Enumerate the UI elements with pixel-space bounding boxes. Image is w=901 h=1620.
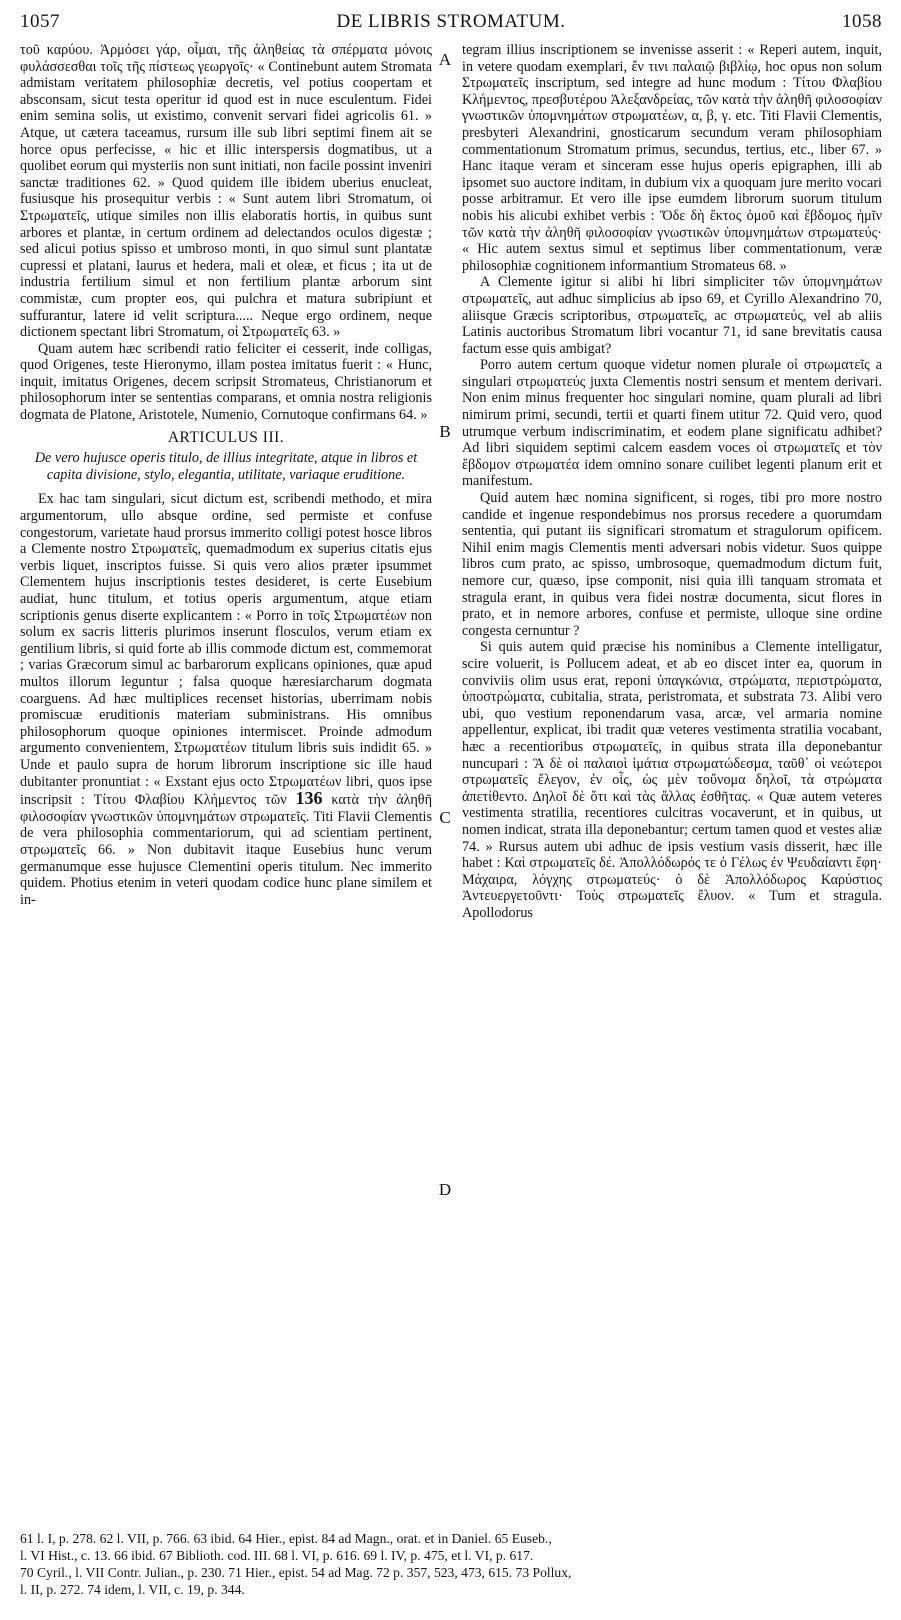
footnote-line: l. II, p. 272. 74 idem, l. VII, c. 19, p. 344. bbox=[20, 1582, 245, 1597]
left-column bbox=[20, 42, 432, 908]
footnotes bbox=[20, 1530, 882, 1598]
footnote-line: 70 Cyril., l. VII Contr. Julian., p. 230. 71 Hier., epist. 54 ad Mag. 72 p. 357, 523, 473, 615. 73 Pollux, bbox=[20, 1565, 572, 1580]
left-paragraph-1: τοῦ καρύου. Ἁρμόσει γάρ, οἶμαι, τῆς ἀληθείας τὰ σπέρματα μόνοις φυλάσσεσθαι τοῖς τῆς πίστεως γεωργοῖς· « Continebunt autem Stromata admistam veritatem philosophiæ decretis, vel potius coopertam et absconsam, sicut testa operitur id quod est in nuce esculentum. Fidei enim semina solis, ut existimo, convenit servari fidei agricolis 61. » Atque, ut cætera taceamus, rursum ille sub libri septimi finem ait se horce opus perfecisse, « hic et illic interspersis dogmatibus, ut a quolibet eorum qui mysteriis non sunt initiati, non facile possint inveniri sanctæ traditiones 62. » Quod quidem ille ibidem uberius enucleat, fusiusque his prosequitur verbis : « Sunt autem libri Stromatum, οἱ Στρωματεῖς, utique similes non illis elaboratis hortis, in quibus sunt arbores et plantæ, in certum ordinem ad delectandos oculos digestæ ; sed alicui potius spisso et umbroso monti, in quo simul sunt plantatæ cupressi et platani, laurus et hedera, mali et oleæ, et ficus ; ita ut de industria fertilium simul et non fertilium plantæ arborum sint commistæ, cum propter eos, qui pulchra et matura subripiunt et suffurantur, latere id velit scriptura..... Neque ergo ordinem, neque dictionem spectant libri Stromatum, οἱ Στρωματεῖς 63. » bbox=[20, 42, 432, 341]
article-heading: ARTICULUS III. bbox=[167, 428, 285, 446]
running-header bbox=[20, 8, 882, 36]
left-page-number: 1057 bbox=[20, 11, 60, 32]
article-subtitle: De vero hujusce operis titulo, de illius integritate, atque in libros et capita divisione, stylo, elegantia, utilitate, variaque eruditione. bbox=[34, 450, 418, 483]
footnote-line: l. VI Hist., c. 13. 66 ibid. 67 Biblioth. cod. III. 68 l. VI, p. 616. 69 l. IV, p. 475, et l. VI, p. 617. bbox=[20, 1548, 534, 1563]
margin-letter-b: B bbox=[439, 422, 451, 441]
right-paragraph-1: tegram illius inscriptionem se invenisse asserit : « Reperi autem, inquit, in vetere quodam exemplari, ἔν τινι παλαιῷ βιβλίῳ, hoc opus non solum Στρωματεῖς inscriptum, sed integre ad hunc modum : Τίτου Φλαβίου Κλήμεντος, πρεσβυτέρου Ἀλεξανδρείας, τῶν κατὰ τὴν ἀληθῆ φιλοσοφίαν γνωστικῶν ὑπομνημάτων στρωματέων, α, β, γ. etc. Titi Flavii Clementis, presbyteri Alexandrini, gnosticarum secundum veram philosophiam commentationum Stromatum primus, secundus, tertius, etc., liber 67. » Hanc itaque veram et sinceram esse hujus operis epigraphen, illi ab ipsomet suo auctore inditam, in dubium vix a quoquam jure merito vocari posse arbitramur. Et vero ille ipse eumdem librorum suorum titulum nobis his alicubi exhibet verbis : Ὅδε δὴ ἕκτος ὁμοῦ καὶ ἕβδομος ἡμῖν τῶν κατὰ τὴν ἀληθῆ φιλοσοφίαν γνωστικῶν ὑπομνημάτων στρωματεύς· « Hic autem sextus simul et septimus liber commentationum, veræ philosophiæ cognitionem informantium Stromateus 68. » bbox=[462, 42, 882, 274]
left-paragraph-2: Quam autem hæc scribendi ratio feliciter ei cesserit, inde colligas, quod Origenes, teste Hieronymo, illam postea imitatus fuerit : « Hunc, inquit, imitatus Origenes, decem scripsit Stromateus, Christianorum et philosophorum inter se sententias comparans, et omnia nostra religionis dogmata de Platone, Aristotele, Numenio, Cornutoque confirmans 64. » bbox=[20, 340, 432, 424]
right-column bbox=[462, 42, 882, 921]
right-page-number: 1058 bbox=[842, 11, 882, 32]
right-paragraph-2: A Clemente igitur si alibi hi libri simpliciter τῶν ὑπομνημάτων στρωματεῖς, aut adhuc simplicius ab ipso 69, et Cyrillo Alexandrino 70, aliisque Græcis scriptoribus, στρωματεῖς, ac στρωματεύς, vel ab aliis Latinis auctoribus Stromatum libri vocantur 71, id sane brevitatis causa factum esse quis ambigat? bbox=[462, 274, 882, 357]
right-paragraph-3: Porro autem certum quoque videtur nomen plurale οἱ στρωματεῖς a singulari στρωματεύς juxta Clementis nostri sensum et mentem derivari. Non enim minus frequenter hoc singulari nomine, quam plurali ad libri nimirum primi, secundi, tertii et quarti finem utitur 72. Quid vero, quod utrumque verbum indiscriminatim, et eodem plane significatu adhibet? Ad libri siquidem septimi calcem easdem voces οἱ στρωματεῖς et τὸν ἕβδομον στρωματέα idem omnino sonare cuilibet legenti planum erit et manifestum. bbox=[462, 357, 882, 490]
left-paragraph-3-part-b: κατὰ τὴν ἀληθῆ φιλοσοφίαν γνωστικῶν ὑπομνημάτων στρωματεῖς. Titi Flavii Clementis de vera philosophia commentariorum, qui ad scientiam pertinent, στρωματεῖς 66. » Non dubitavit itaque Eusebius hunc verum germanumque esse hujusce Clementini operis titulum. Nec immerito quidem. Photius etenim in veteri quodam codice hunc plane similem et in- bbox=[20, 792, 433, 908]
margin-letter-c: C bbox=[439, 808, 451, 827]
right-paragraph-5: Si quis autem quid præcise his nominibus a Clemente intelligatur, scire voluerit, is Pollucem adeat, et ab eo discet inter ea, quorum in conviviis olim usus erat, reponi ὑπαγκώνια, στρώματα, περιστρώματα, ὑποστρώματα, cubitalia, strata, peristromata, et substrata 73. Alibi vero ubi, quo vestium reponendarum vasa, arcæ, vel armaria nomine appellentur, explicat, ibi tradit quæ veteres vestimenta stratilia vocabant, hæc a recentioribus στρωματεῖς, in quibus strata illa deponebantur nuncupari : Ἃ δὲ οἱ παλαιοὶ ἱμάτια στρωματώδεσμα, ταῦθ᾽ οἱ νεώτεροι στρωματεῖς ἔλεγον, ἐν οἷς, ὡς μὲν τοὔνομα δηλοῖ, τὰ στρώματα ἀπετίθεντο. Δηλοῖ δὲ ὅτι καὶ τὰς ἄλλας ἐσθῆτας. « Quæ autem veteres vestimenta stratilia, recentiores culcitras vocaverunt, et in quibus, ut nomen indicat, strata illa deponebantur; certum tamen quod et vestes aliæ 74. » Rursus autem ubi adhuc de ipsis vestium vasis disserit, hæc ille habet : Καὶ στρωματεῖς δέ. Ἀπολλόδωρός τε ὁ Γέλως ἐν Ψευδαίαντι ἔφη· Μάχαιρα, λόγχης στρωματεύς· ὁ δὲ Ἀπολλόδωρος Καρύστιος Ἀντευεργετοῦντι· Τοὺς στρωματεῖς ἔλυον. « Tum et stragula. Apollodorus bbox=[462, 639, 882, 921]
plate-number: 136 bbox=[295, 788, 323, 809]
left-paragraph-3-part-a: Ex hac tam singulari, sicut dictum est, scribendi methodo, et mira argumentorum, ullo absque ordine, sed permiste et confuse congestorum, varietate haud prorsus immerito colligi potest hosce libros a Clemente nostro Στρωματεῖς, quemadmodum ex superius citatis ejus verbis liquet, inscriptos fuisse. Si quis vero alios præter ipsummet Clementem hujus inscriptionis testes desideret, is certe Eusebium audiat, hunc titulum, et totius operis argumentum, atque etiam scriptionis genus diserte explicantem : « Porro in τοῖς Στρωματέων non solum ex sacris litteris plurimos inserunt flosculos, verum etiam ex gentilium libris, si quid forte ab illis commode dictum est, commemorat ; varias Græcorum simul ac barbarorum explicans opiniones, quæ apud multos illorum leguntur ; falsa quoque hæresiarcharum dogmata coarguens. Ad hæc multiplices recenset historias, uberrimam nobis promiscuæ eruditionis materiam subministrans. His omnibus philosophorum quoque opiniones intermiscet. Proinde admodum argumento convenientem, Στρωματέων titulum libris suis indidit 65. » Unde et paulo supra de horum librorum inscriptione sic ille haud dubitanter pronuntiat : « Exstant ejus octo Στρωματέων libri, quos ipse inscripsit : Τίτου Φλαβίου Κλήμεντος τῶν bbox=[20, 491, 432, 809]
footnote-line: 61 l. I, p. 278. 62 l. VII, p. 766. 63 ibid. 64 Hier., epist. 84 ad Magn., orat. et in Daniel. 65 Euseb., bbox=[20, 1531, 552, 1546]
margin-letter-a: A bbox=[438, 50, 452, 69]
right-paragraph-4: Quid autem hæc nomina significent, si roges, tibi pro more nostro candide et ingenue respondebimus nos prorsus recedere a quorumdam sententia, qui putant iis significari stromatum et stragulorum opificem. Nihil enim magis Clementis menti adversari nobis videtur. Suos quippe libros cum prato, ac spisso, umbrosoque, quemadmodum dictum fuit, nemore cur, quæso, ipse componit, nisi quia illi tanquam stromata et stragula erant, in quibus vera fidei nostræ documenta, sicut flores in prato, et in nemore arbores, confuse et permiste, ulloque sine ordine congesta cernuntur ? bbox=[462, 490, 882, 639]
left-paragraph-3 bbox=[20, 491, 432, 908]
running-title: DE LIBRIS STROMATUM. bbox=[336, 11, 566, 32]
margin-letter-d: D bbox=[438, 1180, 452, 1199]
